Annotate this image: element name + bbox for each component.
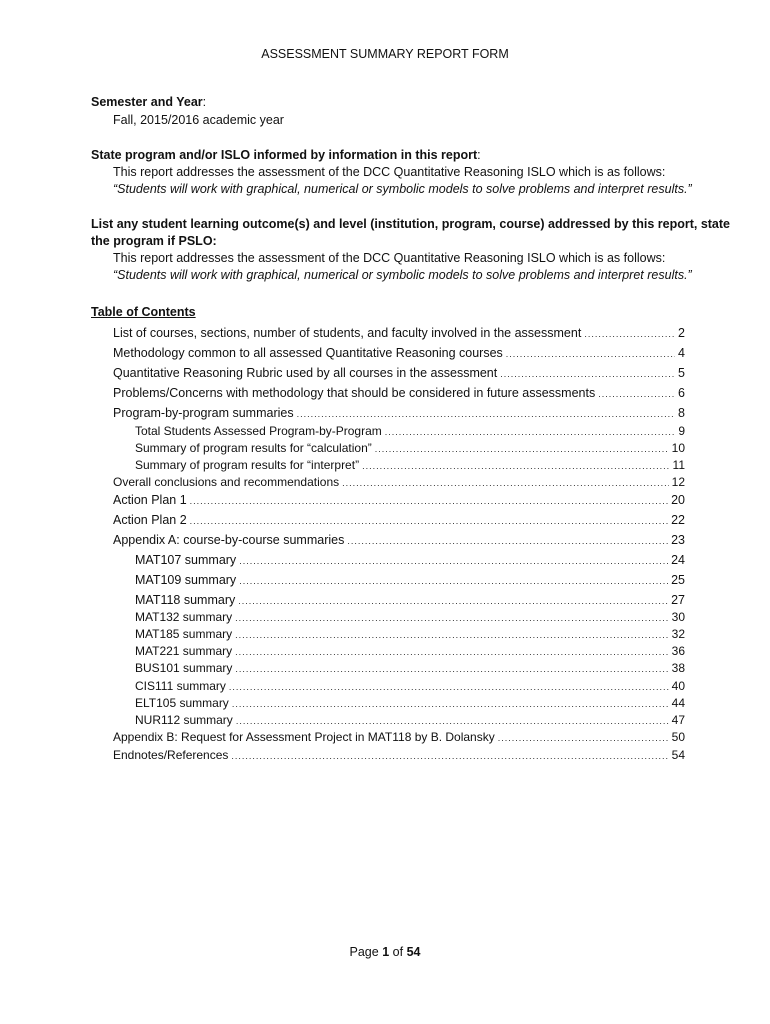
outcomes-quote: “Students will work with graphical, numerical or symbolic models to solve problems and interpret results.” bbox=[113, 268, 692, 282]
toc-entry[interactable]: MAT109 summary ..... 25 bbox=[135, 573, 685, 587]
toc-entry[interactable]: MAT132 summary ..... 30 bbox=[135, 610, 685, 624]
semester-label: Semester and Year bbox=[91, 95, 203, 109]
semester-section bbox=[91, 95, 206, 109]
islo-section bbox=[91, 148, 481, 162]
toc-entry[interactable]: Endnotes/References ..... 54 bbox=[113, 748, 685, 762]
toc-entry[interactable]: Total Students Assessed Program-by-Program ..... 9 bbox=[135, 424, 685, 438]
toc-entry[interactable]: Appendix B: Request for Assessment Project in MAT118 by B. Dolansky ..... 50 bbox=[113, 730, 685, 744]
toc-heading: Table of Contents bbox=[91, 305, 196, 319]
toc-entry[interactable]: Summary of program results for “interpret” ..... 11 bbox=[135, 458, 685, 472]
toc-entry[interactable]: MAT185 summary ..... 32 bbox=[135, 627, 685, 641]
page-title: ASSESSMENT SUMMARY REPORT FORM bbox=[261, 47, 509, 61]
outcomes-description: This report addresses the assessment of the DCC Quantitative Reasoning ISLO which is as follows: bbox=[113, 251, 666, 265]
toc-entry[interactable]: NUR112 summary ..... 47 bbox=[135, 713, 685, 727]
semester-colon: : bbox=[202, 95, 207, 109]
toc-entry[interactable]: Appendix A: course-by-course summaries ..... 23 bbox=[113, 533, 685, 547]
islo-description: This report addresses the assessment of the DCC Quantitative Reasoning ISLO which is as follows: bbox=[113, 165, 666, 179]
footer-total-pages: 54 bbox=[406, 945, 421, 959]
footer-page-word: Page bbox=[349, 945, 379, 959]
footer-of-word: of bbox=[392, 945, 404, 959]
toc-entry[interactable]: Problems/Concerns with methodology that should be considered in future assessments ..... 6 bbox=[113, 386, 685, 400]
toc-entry[interactable]: Overall conclusions and recommendations ..... 12 bbox=[113, 475, 685, 489]
islo-label: State program and/or ISLO informed by information in this report bbox=[91, 148, 478, 162]
toc-entry[interactable]: CIS111 summary ..... 40 bbox=[135, 679, 685, 693]
toc-entry[interactable]: Quantitative Reasoning Rubric used by all courses in the assessment ..... 5 bbox=[113, 366, 685, 380]
semester-value: Fall, 2015/2016 academic year bbox=[113, 113, 284, 127]
toc-entry[interactable]: List of courses, sections, number of students, and faculty involved in the assessment ..... 2 bbox=[113, 326, 685, 340]
outcomes-label-line2: the program if PSLO: bbox=[91, 234, 217, 248]
toc-entry[interactable]: Action Plan 2 ..... 22 bbox=[113, 513, 685, 527]
footer-current-page: 1 bbox=[382, 945, 390, 959]
toc-entry[interactable]: MAT221 summary ..... 36 bbox=[135, 644, 685, 658]
toc-entry[interactable]: MAT118 summary ..... 27 bbox=[135, 593, 685, 607]
islo-colon: : bbox=[477, 148, 481, 162]
toc-entry[interactable]: ELT105 summary ..... 44 bbox=[135, 696, 685, 710]
outcomes-label-line1: List any student learning outcome(s) and level (institution, program, course) addressed by this report, state bbox=[91, 217, 731, 231]
toc-entry[interactable]: Methodology common to all assessed Quantitative Reasoning courses ..... 4 bbox=[113, 346, 685, 360]
islo-quote: “Students will work with graphical, numerical or symbolic models to solve problems and interpret results.” bbox=[113, 182, 692, 196]
toc-entry[interactable]: Action Plan 1 ..... 20 bbox=[113, 493, 685, 507]
toc-entry[interactable]: Program-by-program summaries ..... 8 bbox=[113, 406, 685, 420]
toc-entry[interactable]: MAT107 summary ..... 24 bbox=[135, 553, 685, 567]
toc-entry[interactable]: BUS101 summary ..... 38 bbox=[135, 661, 685, 675]
toc-entry[interactable]: Summary of program results for “calculation” ..... 10 bbox=[135, 441, 685, 455]
page-footer bbox=[0, 945, 770, 959]
